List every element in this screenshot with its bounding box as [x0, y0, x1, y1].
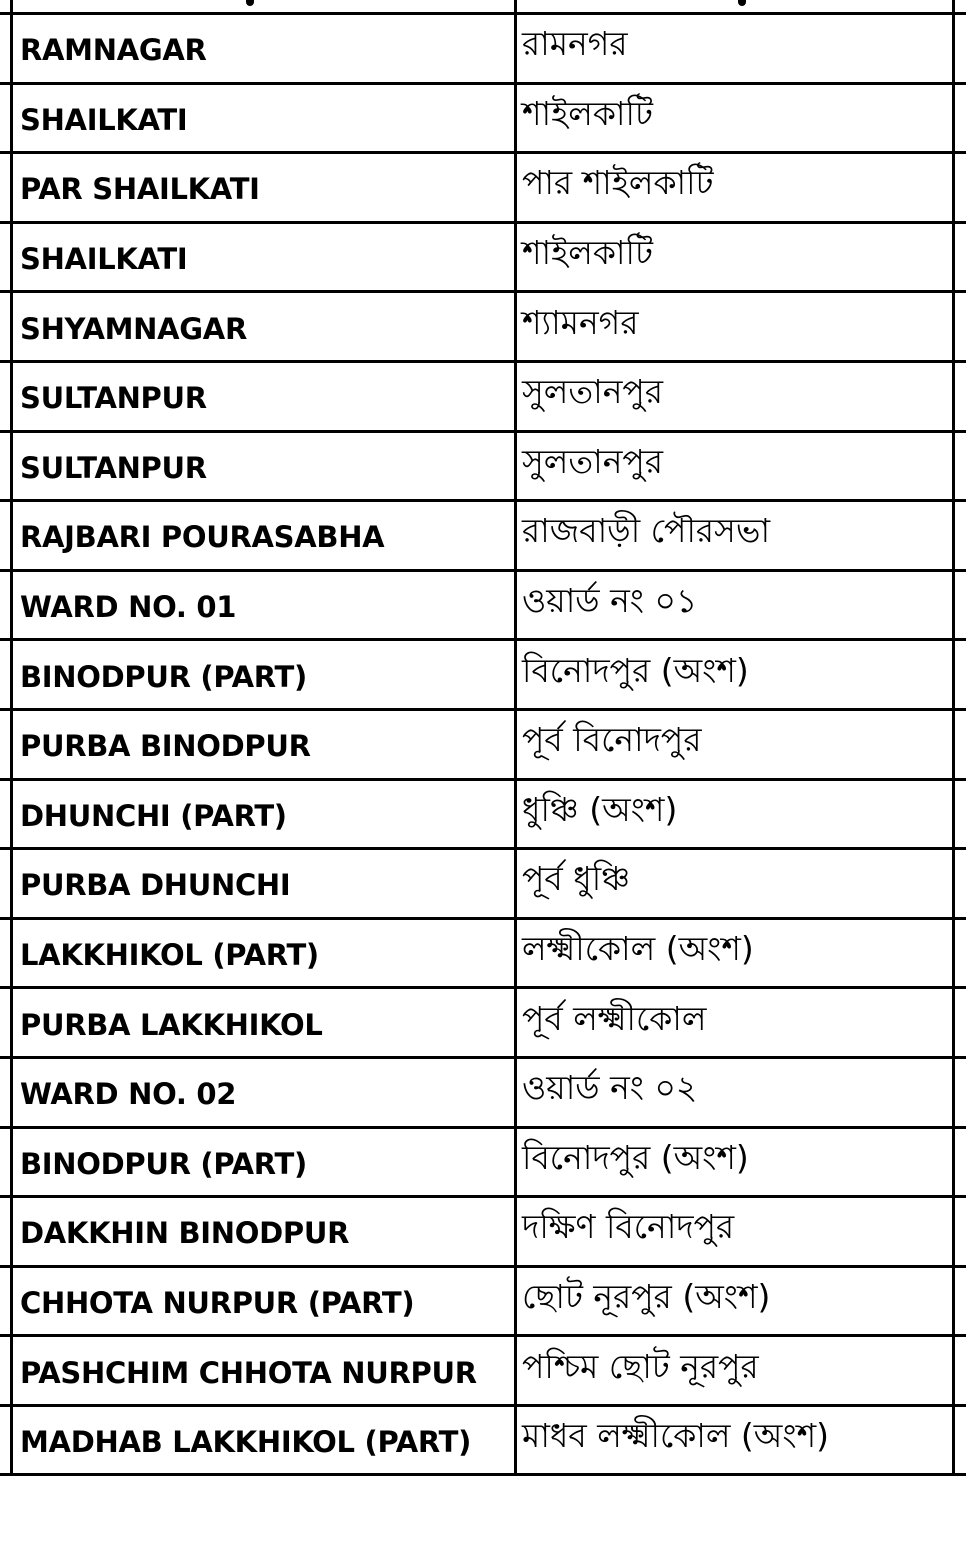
table-row[interactable] [0, 641, 966, 711]
english-name-cell[interactable]: DHUNCHI (PART) [20, 798, 287, 833]
table-row[interactable] [0, 1337, 966, 1407]
english-name-cell[interactable]: PASHCHIM CHHOTA NURPUR [20, 1355, 477, 1390]
bengali-name-cell[interactable]: পূর্ব ধুঞ্চি [522, 859, 631, 899]
bengali-name-cell[interactable]: রামনগর [522, 24, 628, 64]
bengali-name-cell[interactable]: বিনোদপুর (অংশ) [522, 1137, 749, 1177]
english-name-cell[interactable]: CHHOTA NURPUR (PART) [20, 1285, 415, 1320]
table-row[interactable] [0, 433, 966, 503]
english-name-cell[interactable]: RAJBARI POURASABHA [20, 520, 385, 555]
table-row[interactable] [0, 781, 966, 851]
table-row[interactable] [0, 1129, 966, 1199]
english-name-cell[interactable]: WARD NO. 02 [20, 1077, 237, 1112]
table-row[interactable] [0, 1268, 966, 1338]
table-row[interactable] [0, 293, 966, 363]
bengali-name-cell[interactable]: পূর্ব লক্ষ্মীকোল [522, 998, 707, 1038]
bengali-name-cell[interactable]: শাইলকাটি [522, 93, 653, 133]
bengali-name-cell[interactable]: ওয়ার্ড নং ০১ [522, 581, 698, 621]
table-row[interactable] [0, 224, 966, 294]
bengali-name-cell[interactable]: পূর্ব বিনোদপুর [522, 720, 702, 760]
bengali-name-cell[interactable]: রাজবাড়ী পৌরসভা [522, 511, 771, 551]
table-row[interactable] [0, 12, 966, 85]
clipped-glyph-right [738, 0, 746, 12]
table-row[interactable] [0, 154, 966, 224]
bengali-name-cell[interactable]: ধুঞ্চি (অংশ) [522, 789, 678, 829]
english-name-cell[interactable]: PURBA BINODPUR [20, 729, 311, 764]
table-row[interactable] [0, 85, 966, 155]
table-row[interactable] [0, 572, 966, 642]
english-name-cell[interactable]: SULTANPUR [20, 450, 207, 485]
english-name-cell[interactable]: MADHAB LAKKHIKOL (PART) [20, 1425, 472, 1460]
bengali-name-cell[interactable]: দক্ষিণ বিনোদপুর [522, 1207, 735, 1247]
bengali-name-cell[interactable]: মাধব লক্ষ্মীকোল (অংশ) [522, 1416, 829, 1456]
english-name-cell[interactable]: BINODPUR (PART) [20, 659, 307, 694]
english-name-cell[interactable]: SHAILKATI [20, 242, 188, 277]
place-name-table [0, 12, 966, 1476]
bengali-name-cell[interactable]: বিনোদপুর (অংশ) [522, 650, 749, 690]
bengali-name-cell[interactable]: শ্যামনগর [522, 302, 639, 342]
english-name-cell[interactable]: DAKKHIN BINODPUR [20, 1216, 350, 1251]
bengali-name-cell[interactable]: পশ্চিম ছোট নূরপুর [522, 1346, 759, 1386]
english-name-cell[interactable]: WARD NO. 01 [20, 590, 237, 625]
english-name-cell[interactable]: PAR SHAILKATI [20, 172, 260, 207]
table-row[interactable] [0, 1407, 966, 1477]
table-row[interactable] [0, 502, 966, 572]
table-row[interactable] [0, 850, 966, 920]
english-name-cell[interactable]: SULTANPUR [20, 381, 207, 416]
english-name-cell[interactable]: BINODPUR (PART) [20, 1146, 307, 1181]
bengali-name-cell[interactable]: সুলতানপুর [522, 441, 663, 481]
clipped-glyph-left [246, 0, 254, 12]
english-name-cell[interactable]: SHAILKATI [20, 102, 188, 137]
table-row[interactable] [0, 363, 966, 433]
bengali-name-cell[interactable]: লক্ষ্মীকোল (অংশ) [522, 929, 754, 969]
english-name-cell[interactable]: PURBA LAKKHIKOL [20, 1007, 323, 1042]
english-name-cell[interactable]: RAMNAGAR [20, 33, 207, 68]
table-row[interactable] [0, 1059, 966, 1129]
bengali-name-cell[interactable]: সুলতানপুর [522, 372, 663, 412]
table-row[interactable] [0, 711, 966, 781]
bengali-name-cell[interactable]: শাইলকাটি [522, 233, 653, 273]
table-row[interactable] [0, 989, 966, 1059]
table-row[interactable] [0, 920, 966, 990]
bengali-name-cell[interactable]: ওয়ার্ড নং ০২ [522, 1068, 698, 1108]
bengali-name-cell[interactable]: ছোট নূরপুর (অংশ) [522, 1276, 771, 1316]
table-row[interactable] [0, 1198, 966, 1268]
bengali-name-cell[interactable]: পার শাইলকাটি [522, 163, 714, 203]
english-name-cell[interactable]: LAKKHIKOL (PART) [20, 938, 319, 973]
english-name-cell[interactable]: SHYAMNAGAR [20, 311, 247, 346]
english-name-cell[interactable]: PURBA DHUNCHI [20, 868, 291, 903]
